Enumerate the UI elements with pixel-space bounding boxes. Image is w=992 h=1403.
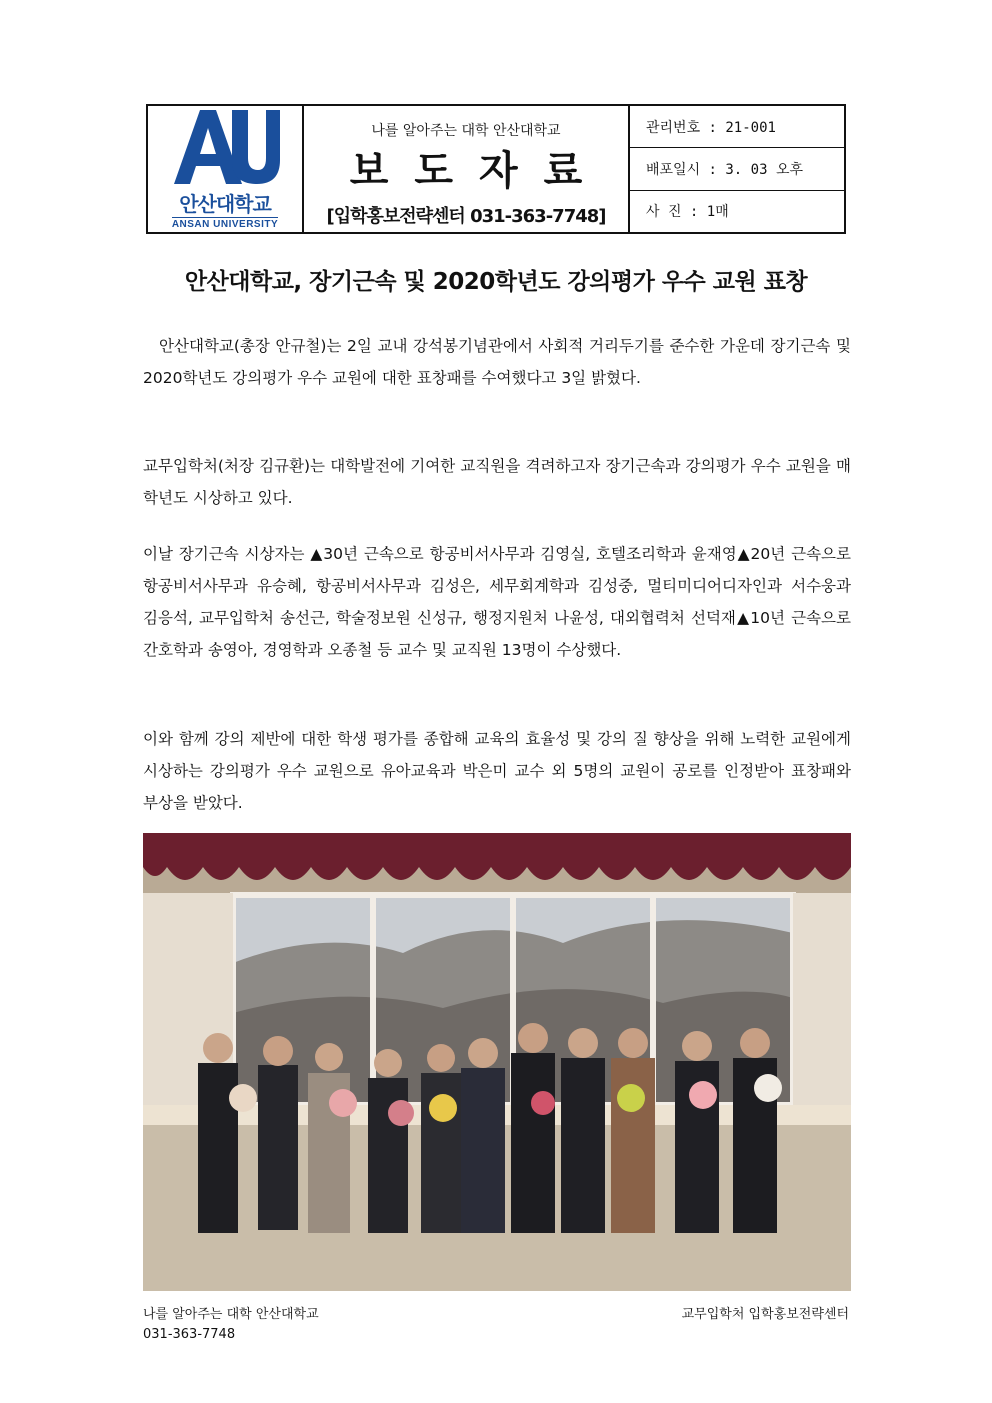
paragraph-1: 안산대학교(총장 안규철)는 2일 교내 강석봉기념관에서 사회적 거리두기를 준수한 가운데 장기근속 및 2020학년도 강의평가 우수 교원에 대한 표창패를 수여했다고 3일 밝혔다.: [143, 337, 851, 387]
award-ceremony-photo: [143, 833, 851, 1291]
management-number: 관리번호 : 21-001: [630, 106, 844, 148]
footer-slogan: 나를 알아주는 대학 안산대학교: [143, 1307, 319, 1322]
logo-name: 안산대학교: [179, 192, 271, 216]
press-header: [146, 104, 846, 234]
footer-phone: 031-363-7748: [143, 1327, 236, 1342]
slogan: 나를 알아주는 대학 안산대학교: [371, 123, 561, 139]
headline: 안산대학교, 장기근속 및 2020학년도 강의평가 우수 교원 표창: [184, 269, 808, 295]
university-logo: [148, 106, 304, 232]
contact-info: [입학홍보전략센터 031-363-7748]: [326, 206, 606, 227]
footer-department: 교무입학처 입학홍보전략센터: [681, 1307, 849, 1322]
footer-left: [143, 1305, 319, 1345]
paragraph-2: 교무입학처(처장 김규환)는 대학발전에 기여한 교직원을 격려하고자 장기근속과 강의평가 우수 교원을 매 학년도 시상하고 있다.: [143, 457, 851, 507]
group-photo-illustration: [143, 833, 851, 1291]
paragraph-3: 이날 장기근속 시상자는 ▲30년 근속으로 항공비서사무과 김영실, 호텔조리학과 윤재영▲20년 근속으로 항공비서사무과 유승혜, 항공비서사무과 김성은, 세무회계학과 김성중, 멀티미디어디자인과 서수웅과 김응석, 교무입학처 송선근, 학술정보원 신성규, 행정지원처 나윤성, 대외협력처 선덕재▲10년 근속으로 간호학과 송영아, 경영학과 오종철 등 교수 및 교직원 13명이 수상했다.: [143, 545, 851, 659]
au-logo-icon: [170, 108, 280, 186]
release-date: 배포일시 : 3. 03 오후: [630, 148, 844, 190]
title-cell: [304, 106, 630, 232]
meta-cell: [630, 106, 844, 232]
logo-subtitle: ANSAN UNIVERSITY: [171, 219, 279, 230]
photo-count: 사 진 : 1매: [646, 204, 729, 221]
paragraph-4: 이와 함께 강의 제반에 대한 학생 평가를 종합해 교육의 효율성 및 강의 질 향상을 위해 노력한 교원에게 시상하는 강의평가 우수 교원으로 유아교육과 박은미 교수 외 5명의 교원이 공로를 인정받아 표창패와 부상을 받았다.: [143, 730, 851, 812]
press-release-title: 보도자료: [349, 147, 609, 194]
